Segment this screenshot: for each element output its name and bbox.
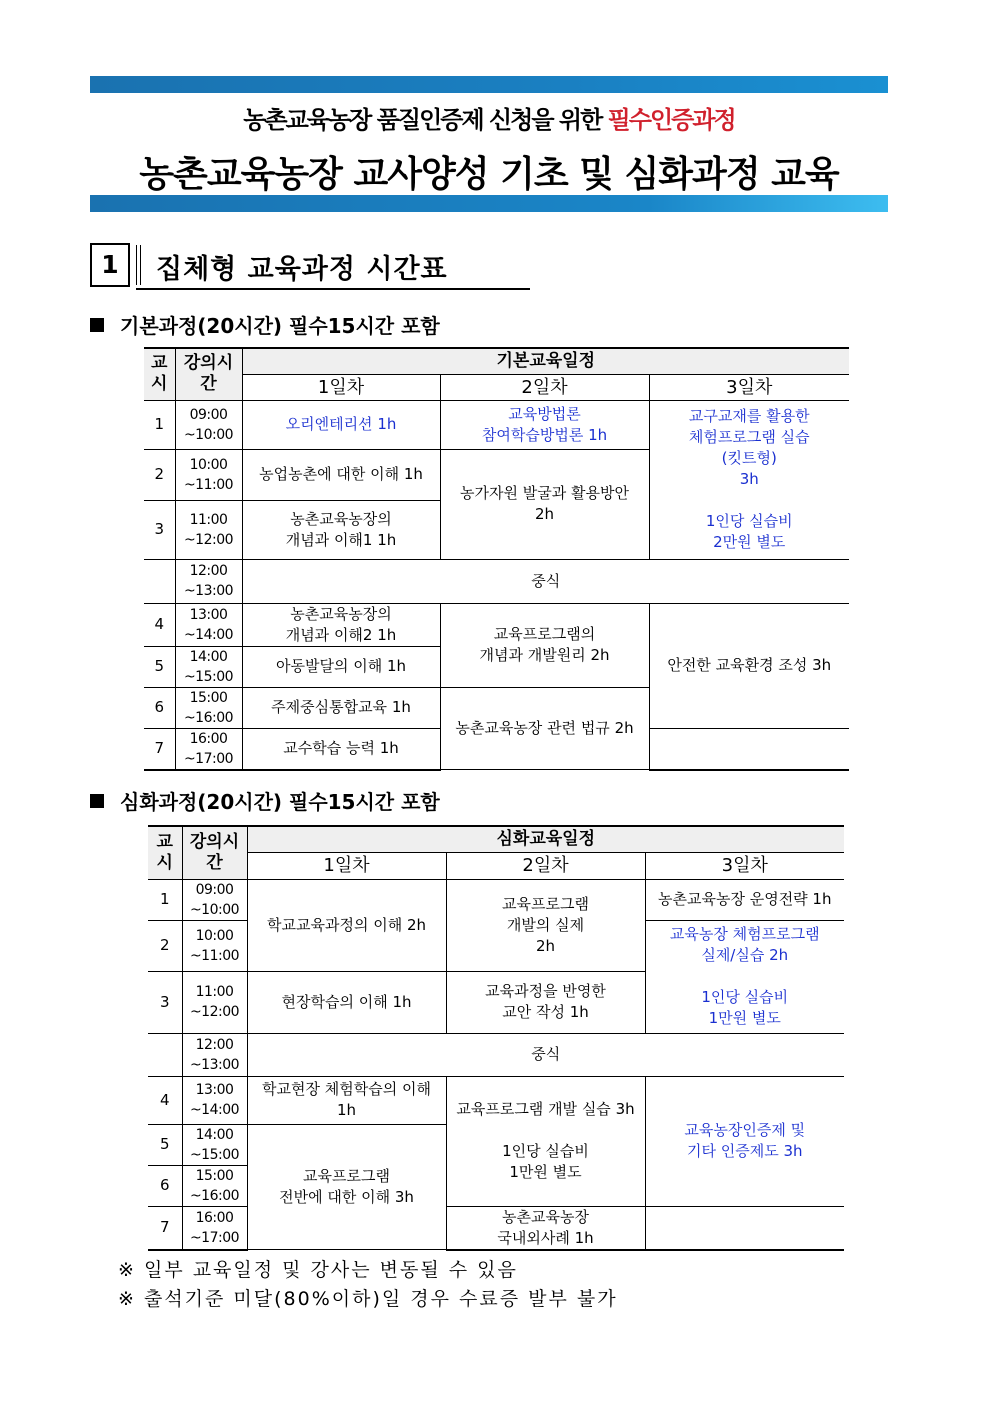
page-title: 농촌교육농장 교사양성 기초 및 심화과정 교육: [139, 154, 839, 195]
time-cell: 16:00 ~17:00: [175, 728, 242, 770]
time-cell: 11:00 ~12:00: [175, 500, 242, 559]
col-header-period: 교시: [144, 348, 175, 400]
time-cell: 14:00 ~15:00: [182, 1124, 247, 1165]
lecture-cell: 농가자원 발굴과 활용방안 2h: [440, 449, 649, 559]
time-cell: 15:00 ~16:00: [175, 687, 242, 728]
period-cell: 6: [144, 687, 175, 728]
lunch-cell: 중식: [242, 559, 849, 603]
note-attendance: ※ 출석기준 미달(80%이하)일 경우 수료증 발부 불가: [118, 1288, 618, 1310]
period-cell: [144, 559, 175, 603]
lecture-cell: 농업농촌에 대한 이해 1h: [242, 449, 440, 500]
lecture-cell: 농촌교육농장 관련 법규 2h: [440, 687, 649, 770]
lecture-cell: 교육프로그램 개발의 실제 2h: [446, 879, 645, 971]
basic-course-heading: 기본과정(20시간) 필수15시간 포함: [90, 310, 440, 339]
time-cell: 11:00 ~12:00: [182, 971, 247, 1033]
lecture-cell: 교육프로그램 개발 실습 3h 1인당 실습비 1만원 별도: [446, 1076, 645, 1206]
lecture-cell: 교수학습 능력 1h: [242, 728, 440, 770]
period-cell: 2: [144, 449, 175, 500]
period-cell: 6: [148, 1165, 182, 1206]
day-header: 3일차: [645, 852, 844, 879]
time-cell: 16:00 ~17:00: [182, 1206, 247, 1250]
period-cell: 7: [148, 1206, 182, 1250]
lecture-cell: 농촌교육농장 국내외사례 1h: [446, 1206, 645, 1250]
lecture-cell: 농촌교육농장의 개념과 이해2 1h: [242, 603, 440, 646]
section-title: 집체형 교육과정 시간표: [156, 254, 448, 285]
advanced-course-heading: 심화과정(20시간) 필수15시간 포함: [90, 786, 440, 815]
time-cell: 09:00 ~10:00: [175, 400, 242, 449]
subtitle-highlight: 필수인증과정: [607, 106, 735, 134]
period-cell: 4: [148, 1076, 182, 1124]
col-header-period: 교시: [148, 826, 182, 879]
period-cell: 1: [148, 879, 182, 920]
lecture-cell: 안전한 교육환경 조성 3h: [649, 603, 849, 728]
time-cell: 14:00 ~15:00: [175, 646, 242, 687]
square-bullet-icon: [90, 794, 104, 808]
lecture-cell: 현장학습의 이해 1h: [247, 971, 446, 1033]
lecture-cell: 농촌교육농장 운영전략 1h: [645, 879, 844, 920]
period-cell: 3: [148, 971, 182, 1033]
header-bottom-bar: [90, 195, 888, 212]
time-cell: 12:00 ~13:00: [175, 559, 242, 603]
lecture-cell: 교육프로그램의 개념과 개발원리 2h: [440, 603, 649, 687]
day-header: 2일차: [440, 374, 649, 400]
time-cell: 13:00 ~14:00: [182, 1076, 247, 1124]
lecture-cell: 교육프로그램 전반에 대한 이해 3h: [247, 1124, 446, 1250]
day-header: 3일차: [649, 374, 849, 400]
time-cell: 12:00 ~13:00: [182, 1033, 247, 1076]
lecture-cell: 교육과정을 반영한 교안 작성 1h: [446, 971, 645, 1033]
lecture-cell: 교육농장인증제 및 기타 인증제도 3h: [645, 1076, 844, 1206]
advanced-schedule-table: [148, 825, 844, 1251]
note-schedule-change: ※ 일부 교육일정 및 강사는 변동될 수 있음: [118, 1259, 518, 1281]
basic-schedule-table: [144, 347, 849, 771]
header-top-bar: [90, 76, 888, 93]
lecture-cell: 교육방법론 참여학습방법론 1h: [440, 400, 649, 449]
empty-cell: [649, 728, 849, 770]
time-cell: 10:00 ~11:00: [175, 449, 242, 500]
period-cell: 5: [148, 1124, 182, 1165]
lecture-cell: 교구교재를 활용한 체험프로그램 실습 (킷트형) 3h 1인당 실습비 2만원 별도: [649, 400, 849, 559]
col-header-time: 강의시간: [175, 348, 242, 400]
lecture-cell: 교육농장 체험프로그램 실제/실습 2h 1인당 실습비 1만원 별도: [645, 920, 844, 1033]
schedule-title: 기본교육일정: [242, 348, 849, 374]
period-cell: 2: [148, 920, 182, 971]
period-cell: 1: [144, 400, 175, 449]
period-cell: [148, 1033, 182, 1076]
lecture-cell: 주제중심통합교육 1h: [242, 687, 440, 728]
lecture-cell: 학교교육과정의 이해 2h: [247, 879, 446, 971]
lecture-cell: 오리엔테리션 1h: [242, 400, 440, 449]
day-header: 1일차: [242, 374, 440, 400]
lecture-cell: 학교현장 체험학습의 이해 1h: [247, 1076, 446, 1124]
time-cell: 15:00 ~16:00: [182, 1165, 247, 1206]
empty-cell: [645, 1206, 844, 1250]
period-cell: 7: [144, 728, 175, 770]
schedule-title: 심화교육일정: [247, 826, 844, 852]
day-header: 2일차: [446, 852, 645, 879]
lecture-cell: 아동발달의 이해 1h: [242, 646, 440, 687]
period-cell: 5: [144, 646, 175, 687]
period-cell: 3: [144, 500, 175, 559]
time-cell: 13:00 ~14:00: [175, 603, 242, 646]
col-header-time: 강의시간: [182, 826, 247, 879]
lunch-cell: 중식: [247, 1033, 844, 1076]
header-subtitle: 농촌교육농장 품질인증제 신청을 위한 필수인증과정: [243, 106, 735, 134]
lecture-cell: 농촌교육농장의 개념과 이해1 1h: [242, 500, 440, 559]
section-number: 1: [90, 243, 130, 287]
period-cell: 4: [144, 603, 175, 646]
time-cell: 10:00 ~11:00: [182, 920, 247, 971]
section-heading: [90, 243, 530, 289]
section-separator: [136, 245, 141, 285]
square-bullet-icon: [90, 318, 104, 332]
time-cell: 09:00 ~10:00: [182, 879, 247, 920]
day-header: 1일차: [247, 852, 446, 879]
section-underline: [136, 288, 530, 290]
